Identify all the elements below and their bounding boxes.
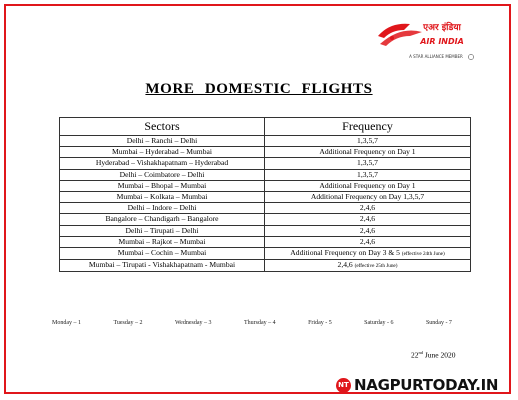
logo-tagline: A STAR ALLIANCE MEMBER (409, 54, 463, 59)
sector-cell: Delhi – Coimbatore – Delhi (60, 169, 265, 180)
sector-cell: Delhi – Ranchi – Delhi (60, 136, 265, 147)
logo-script-text: एअर इंडिया (423, 23, 461, 33)
sector-cell: Hyderabad – Vishakhapatnam – Hyderabad (60, 158, 265, 169)
sector-cell: Mumbai – Hyderabad – Mumbai (60, 147, 265, 158)
frequency-value: 2,4,6 (359, 203, 376, 213)
frequency-cell (265, 136, 471, 147)
table-row (60, 236, 471, 247)
issue-date (411, 350, 456, 360)
frequency-value: 1,3,5,7 (357, 136, 378, 146)
frequency-note: (effective 24th June) (401, 250, 445, 257)
star-alliance-icon (468, 54, 473, 59)
frequency-cell (265, 225, 471, 236)
table-row (60, 158, 471, 169)
table-row (60, 214, 471, 225)
day-label: Saturday - 6 (364, 320, 394, 326)
watermark-text: NAGPURTODAY.IN (354, 376, 499, 394)
frequency-value: Additional Frequency on Day 1 (319, 180, 416, 190)
sector-cell: Mumbai – Bhopal – Mumbai (60, 180, 265, 191)
frequency-value: Additional Frequency on Day 1,3,5,7 (310, 192, 425, 202)
sector-cell: Bangalore – Chandigarh – Bangalore (60, 214, 265, 225)
day-label: Friday - 5 (308, 320, 332, 326)
logo-brand-text: AIR INDIA (420, 37, 464, 46)
sector-cell: Delhi – Tirupati – Delhi (60, 225, 265, 236)
day-legend (52, 320, 452, 326)
date-suffix: nd (418, 350, 423, 355)
frequency-value: Additional Frequency on Day 3 & 5 (290, 247, 400, 257)
table-row (60, 136, 471, 147)
table-row (60, 180, 471, 191)
frequency-note: (effective 25th June) (354, 262, 398, 269)
day-label: Thursday – 4 (243, 320, 276, 326)
frequency-cell (265, 180, 471, 191)
header-sectors: Sectors (60, 118, 265, 136)
flights-table (59, 117, 471, 272)
day-label: Wednesday – 3 (175, 320, 212, 326)
table-row (60, 247, 471, 259)
nt-badge-icon: NT (336, 378, 351, 393)
date-day: 22 (411, 350, 419, 360)
frequency-cell (265, 259, 471, 271)
sector-cell: Mumbai – Tirupati - Vishakhapatnam - Mumbai (60, 259, 265, 271)
table-row (60, 147, 471, 158)
air-india-logo (370, 14, 480, 74)
sector-cell: Mumbai – Kolkata – Mumbai (60, 191, 265, 202)
frequency-value: Additional Frequency on Day 1 (319, 147, 416, 157)
frequency-cell (265, 203, 471, 214)
sector-cell: Delhi – Indore – Delhi (60, 203, 265, 214)
frequency-cell (265, 214, 471, 225)
frequency-cell (265, 247, 471, 259)
frequency-value: 2,4,6 (359, 236, 376, 246)
frequency-cell (265, 147, 471, 158)
day-label: Monday – 1 (52, 320, 81, 326)
watermark (336, 372, 518, 398)
table-row (60, 169, 471, 180)
header-frequency: Frequency (265, 118, 471, 136)
sector-cell: Mumbai – Rajkot – Mumbai (60, 236, 265, 247)
frequency-value: 2,4,6 (359, 225, 376, 235)
table-row (60, 259, 471, 271)
frequency-cell (265, 169, 471, 180)
page-title: MORE DOMESTIC FLIGHTS (145, 81, 373, 97)
frequency-value: 2,4,6 (337, 259, 353, 269)
frequency-value: 1,3,5,7 (357, 158, 378, 168)
frequency-cell (265, 191, 471, 202)
frequency-value: 2,4,6 (359, 214, 376, 224)
frequency-cell (265, 158, 471, 169)
day-label: Tuesday – 2 (113, 320, 143, 326)
date-rest: June 2020 (423, 350, 456, 360)
frequency-cell (265, 236, 471, 247)
day-label: Sunday - 7 (425, 320, 452, 326)
table-row (60, 225, 471, 236)
sector-cell: Mumbai – Cochin – Mumbai (60, 247, 265, 259)
table-row (60, 191, 471, 202)
table-header-row (60, 118, 471, 136)
table-row (60, 203, 471, 214)
frequency-value: 1,3,5,7 (357, 169, 378, 179)
